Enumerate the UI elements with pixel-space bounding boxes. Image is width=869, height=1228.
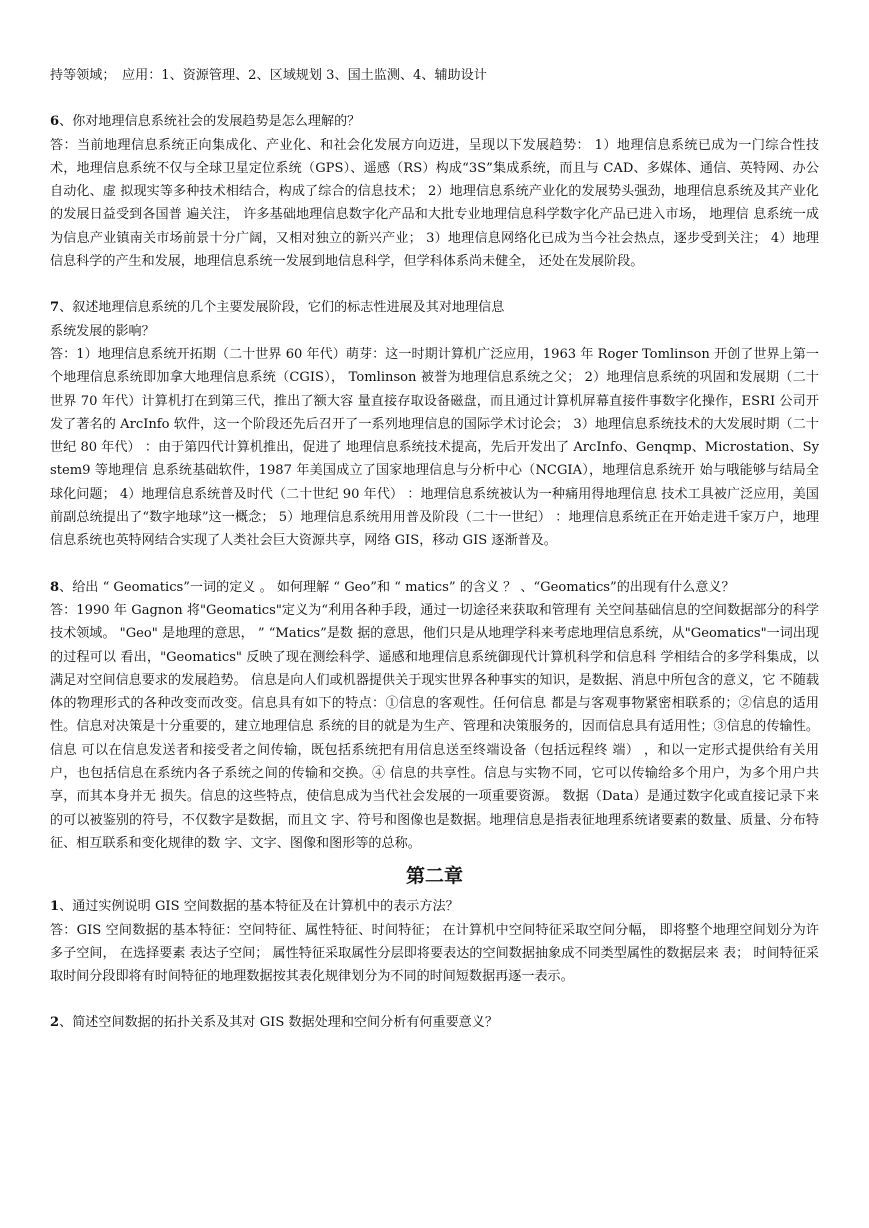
question-number: 6 xyxy=(50,114,60,130)
spacer xyxy=(50,273,819,296)
question-text: 、通过实例说明 GIS 空间数据的基本特征及在计算机中的表示方法？ xyxy=(59,899,459,915)
question-number: 2 xyxy=(50,1015,60,1031)
answer-6: 答：当前地理信息系统正向集成化、产业化、和社会化发展方向迈进，呈现以下发展趋势： 1）地理信息系统已成为一门综合性技术，地理信息系统不仅与全球卫星定位系统（GPS）、遥感（RS）构成“3S”集成系统，而且与 CAD、多媒体、通信、英特网、办公自动化、虚 拟现实等多种技术相结合，构成了综合的信息技术； 2）地理信息系统产业化的发展势头强劲，地理信息系统及其产业化的发展日益受到各国普 遍关注， 许多基础地理信息数字化产品和大批专业地理信息科学数字化产品已进入市场， 地理信 息系统一成为信息产业镇南关市场前景十分广阔，又相对独立的新兴产业； 3）地理信息网络化已成为当今社会热点，逐步受到关注； 4）地理信息科学的产生和发展，地理信息系统一发展到地信息科学，但学科体系尚未健全， 还处在发展阶段。 xyxy=(50,137,819,270)
lead-line: 持等领域； 应用：1、资源管理、2、区域规划 3、国土监测、4、辅助设计 xyxy=(50,68,487,83)
spacer xyxy=(50,988,819,1011)
question-7-continued: 系统发展的影响？ xyxy=(50,323,155,339)
chapter2-question-1 xyxy=(50,895,819,918)
question-6 xyxy=(50,110,819,133)
question-7 xyxy=(50,296,819,319)
question-text: 、叙述地理信息系统的几个主要发展阶段，它们的标志性进展及其对地理信息 xyxy=(59,300,505,316)
spacer xyxy=(50,553,819,576)
question-number: 7 xyxy=(50,300,60,316)
spacer xyxy=(50,87,819,110)
answer-8: 答：1990 年 Gagnon 将"Geomatics"定义为“利用各种手段，通过一切途径来获取和管理有 关空间基础信息的空间数据部分的科学技术领域。 "Geo" 是地理的意思， ” “Matics”是数 据的意思，他们只是从地理学科来考虑地理信息系统，从"Geomatics"一词出现的过程可以 看出，"Geomatics" 反映了现在测绘科学、遥感和地理信息系统御现代计算机科学和信息科 学相结合的多学科集成，以满足对空间信息要求的发展趋势。 信息是向人们或机器提供关于现实世界各种事实的知识，是数据、消息中所包含的意义，它 不随载体的物理形式的各种改变而改变。信息具有如下的特点：①信息的客观性。任何信息 都是与客观事物紧密相联系的；②信息的适用性。信息对决策是十分重要的，建立地理信息 系统的目的就是为生产、管理和决策服务的，因而信息具有适用性；③信息的传输性。信息 可以在信息发送者和接受者之间传输，既包括系统把有用信息送至终端设备（包括远程终 端） ，和以一定形式提供给有关用户，也包括信息在系统内各子系统之间的传输和交换。④ 信息的共享性。信息与实物不同，它可以传输给多个用户，为多个用户共享，而其本身并无 损失。信息的这些特点，使信息成为当代社会发展的一项重要资源。 数据（Data）是通过数字化或直接记录下来的可以被鉴别的符号，不仅数字是数据，而且文 字、符号和图像也是数据。地理信息是指表征地理系统诸要素的数量、质量、分布特征、相互联系和变化规律的数 字、文字、图像和图形等的总称。 xyxy=(50,602,819,851)
chapter-title: 第二章 xyxy=(405,865,463,888)
chapter2-answer-1: 答：GIS 空间数据的基本特征：空间特征、属性特征、时间特征； 在计算机中空间特征采取空间分幅， 即将整个地理空间划分为许多子空间， 在选择要素 表达子空间； 属性特征采取属性分层即将要表达的空间数据抽象成不同类型属性的数据层来 表； 时间特征采取时间分段即将有时间特征的地理数据按其表化规律划分为不同的时间短数据再逐一表示。 xyxy=(50,922,819,985)
question-text: 、给出 “ Geomatics”一词的定义 。 如何理解 “ Geo”和 “ matics” 的含义 ？ 、“Geomatics”的出现有什么意义？ xyxy=(59,579,735,595)
answer-7: 答：1）地理信息系统开拓期（二十世界 60 年代）萌芽：这一时期计算机广泛应用，1963 年 Roger Tomlinson 开创了世界上第一个地理信息系统即加拿大地理信息系统（CGIS）， Tomlinson 被誉为地理信息系统之父； 2）地理信息系统的巩固和发展期（二十世界 70 年代）计算机打在到第三代，推出了额大容 量直接存取设备磁盘，而且通过计算机屏幕直接件事数字化操作，ESRI 公司开发了著名的 ArcInfo 软件，这一个阶段还先后召开了一系列地理信息的国际学术讨论会； 3）地理信息系统技术的大发展时期（二十世纪 80 年代） ：由于第四代计算机推出，促进了 地理信息系统技术提高，先后开发出了 ArcInfo、Genqmp、Microstation、System9 等地理信 息系统基础软件，1987 年美国成立了国家地理信息与分析中心（NCGIA），地理信息系统开 始与哦能够与结局全球化问题； 4）地理信息系统普及时代（二十世纪 90 年代） ：地理信息系统被认为一种痛用得地理信息 技术工具被广泛应用，美国前副总统提出了“数字地球”这一概念； 5）地理信息系统用用普及阶段（二十一世纪） ：地理信息系统正在开始走进千家万户，地理 信息系统也英特网结合实现了人类社会巨大资源共享，网络 GIS，移动 GIS 逐渐普及。 xyxy=(50,346,819,549)
question-number: 8 xyxy=(50,579,60,595)
question-text: 、你对地理信息系统社会的发展趋势是怎么理解的？ xyxy=(59,114,361,130)
question-8 xyxy=(50,576,819,599)
question-number: 1 xyxy=(50,899,60,915)
question-text: 、简述空间数据的拓扑关系及其对 GIS 数据处理和空间分析有何重要意义？ xyxy=(59,1015,498,1031)
chapter2-question-2 xyxy=(50,1011,819,1034)
